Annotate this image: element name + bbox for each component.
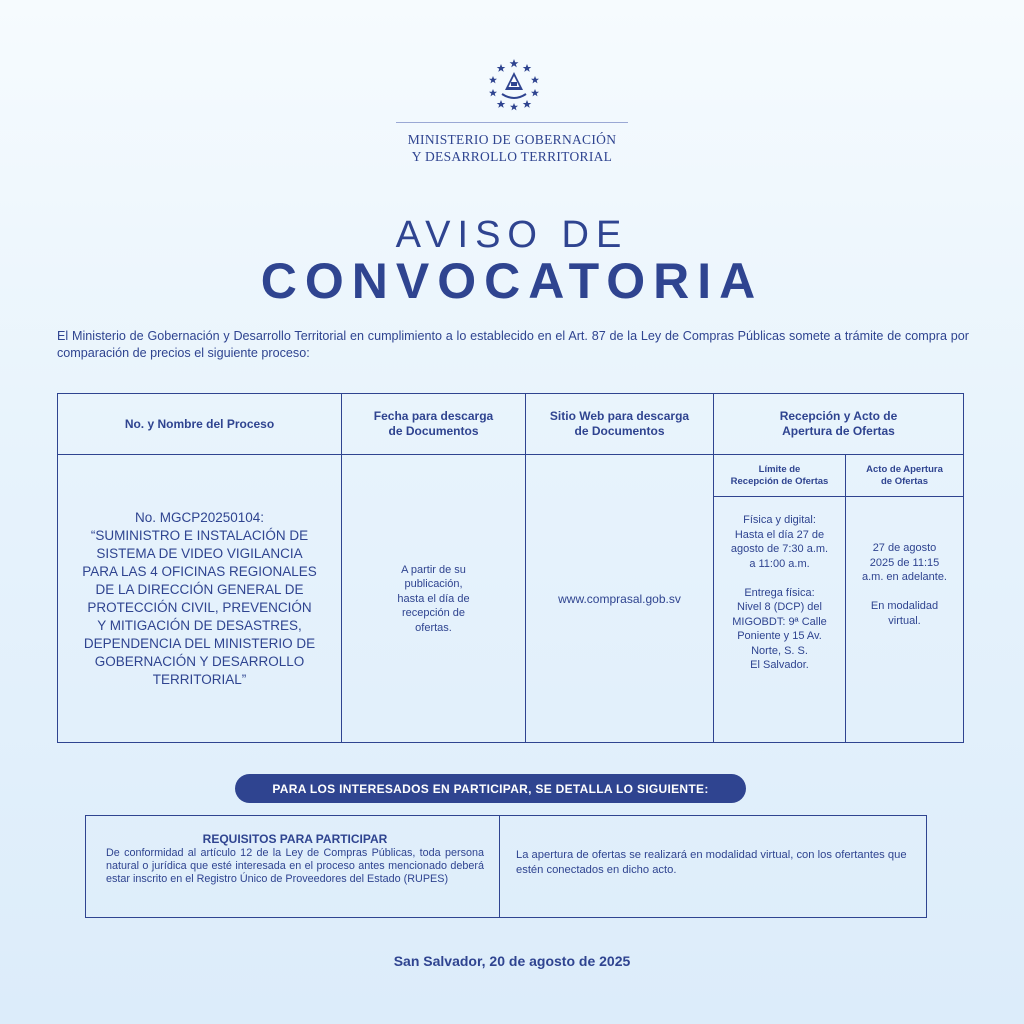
process-line: PARA LAS 4 OFICINAS REGIONALES	[82, 564, 317, 579]
header-reception	[714, 394, 963, 454]
limit-line: El Salvador.	[750, 659, 809, 671]
process-line: DEPENDENCIA DEL MINISTERIO DE	[83, 636, 316, 651]
ministry-line-1: MINISTERIO DE GOBERNACIÓN	[407, 132, 617, 147]
subheader-opening	[846, 455, 963, 496]
header-site	[526, 394, 713, 454]
process-line: No. MGCP20250104:	[134, 510, 265, 525]
limit-line: Entrega física:	[744, 586, 815, 599]
date-line: ofertas.	[415, 621, 452, 634]
website-link[interactable]: www.comprasal.gob.sv	[558, 592, 681, 606]
el-salvador-coat-of-arms-icon	[484, 56, 544, 112]
header-reception-line-1: Recepción y Acto de	[779, 409, 898, 423]
cell-website	[526, 455, 713, 743]
limit-line: agosto de 7:30 a.m.	[730, 543, 829, 555]
limit-line: a 11:00 a.m.	[749, 557, 810, 570]
date-line: recepción de	[402, 607, 465, 620]
process-line: Y MITIGACIÓN DE DESASTRES,	[97, 618, 302, 633]
virtual-opening-note: La apertura de ofertas se realizará en modalidad virtual, con los ofertantes que estén conectados en dicho acto.	[516, 849, 907, 876]
title-line-2: CONVOCATORIA	[260, 253, 764, 309]
header-site-line-2: de Documentos	[574, 424, 665, 438]
header-date-line-2: de Documentos	[388, 424, 479, 438]
process-line: GOBERNACIÓN Y DESARROLLO	[94, 654, 305, 669]
process-line: PROTECCIÓN CIVIL, PREVENCIÓN	[87, 600, 312, 615]
date-line: publicación,	[404, 578, 463, 591]
coat-of-arms-logo	[484, 56, 544, 112]
title-line-1: AVISO DE	[395, 214, 629, 256]
ministry-name	[300, 131, 724, 165]
cell-opening-act	[846, 497, 963, 743]
cell-download-date	[342, 455, 525, 743]
limit-line: Norte, S. S.	[751, 644, 808, 657]
opening-line: virtual.	[888, 614, 921, 627]
requirements-left-cell	[106, 832, 484, 887]
process-line: “SUMINISTRO E INSTALACIÓN DE	[90, 528, 309, 543]
limit-line: Hasta el día 27 de	[734, 528, 825, 541]
opening-line: 2025 de 11:15	[869, 556, 940, 569]
cell-reception-limit	[714, 497, 845, 743]
limit-line: MIGOBDT: 9ª Calle	[732, 615, 827, 628]
place-and-date: San Salvador, 20 de agosto de 2025	[393, 953, 631, 969]
requirements-right-cell	[516, 848, 908, 878]
subheader-limit-line-1: Límite de	[758, 463, 801, 475]
header-date	[342, 394, 525, 454]
opening-line: En modalidad	[870, 600, 939, 612]
process-table	[57, 393, 964, 743]
process-line: SISTEMA DE VIDEO VIGILANCIA	[96, 546, 303, 561]
date-line: A partir de su	[401, 563, 466, 576]
subheader-opening-line-1: Acto de Apertura	[866, 463, 943, 475]
process-line: DE LA DIRECCIÓN GENERAL DE	[95, 582, 304, 597]
opening-line: a.m. en adelante.	[861, 571, 947, 583]
header-site-line-1: Sitio Web para descarga	[549, 409, 690, 423]
limit-line: Nivel 8 (DCP) del	[737, 601, 822, 613]
requirements-title: REQUISITOS PARA PARTICIPAR	[202, 832, 388, 846]
header-divider	[396, 122, 628, 123]
date-line: hasta el día de	[397, 592, 470, 605]
header-process: No. y Nombre del Proceso	[124, 416, 275, 431]
process-line: TERRITORIAL”	[152, 672, 247, 687]
participants-banner: PARA LOS INTERESADOS EN PARTICIPAR, SE DETALLA LO SIGUIENTE:	[235, 774, 746, 803]
table-divider	[499, 816, 500, 917]
header-date-line-1: Fecha para descarga	[373, 409, 494, 423]
subheader-limit	[714, 455, 845, 496]
requirements-table	[85, 815, 927, 918]
subheader-opening-line-2: de Ofertas	[881, 475, 928, 487]
intro-paragraph: El Ministerio de Gobernación y Desarrollo Territorial en cumplimiento a lo establecido en el Art. 87 de la Ley de Compras Públicas somete a trámite de compra por comparación de precios el siguiente proceso:	[57, 329, 969, 360]
subheader-limit-line-2: Recepción de Ofertas	[730, 475, 829, 487]
limit-line: Poniente y 15 Av.	[737, 630, 822, 642]
opening-line: 27 de agosto	[872, 542, 937, 554]
ministry-line-2: Y DESARROLLO TERRITORIAL	[411, 149, 613, 164]
cell-process-name	[58, 455, 341, 743]
requirements-body: De conformidad al artículo 12 de la Ley de Compras Públicas, toda persona natural o jurídica que esté interesada en el proceso antes mencionado deberá estar inscrito en el Registro Único de Proveedores del Estado (RUPES)	[106, 847, 484, 886]
header-reception-line-2: Apertura de Ofertas	[782, 424, 895, 438]
limit-line: Física y digital:	[743, 514, 816, 526]
